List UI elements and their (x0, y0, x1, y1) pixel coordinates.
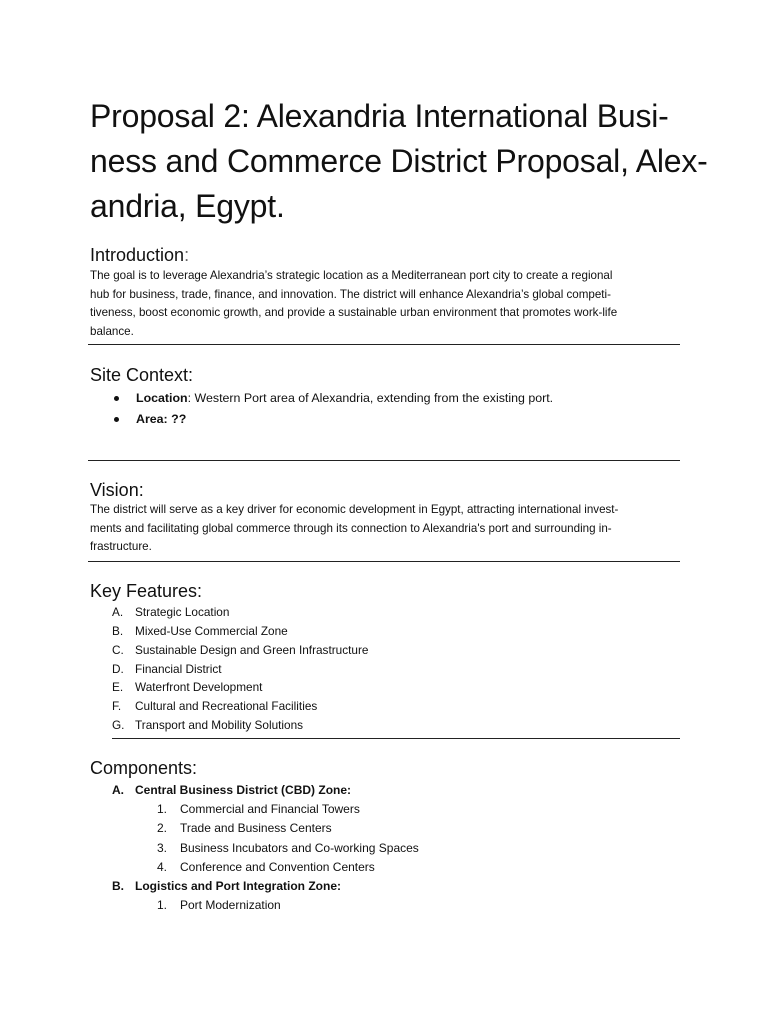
list-item (112, 697, 368, 716)
location-text: : Western Port area of Alexandria, extending from the existing port. (187, 391, 554, 405)
component-group-title: Logistics and Port Integration Zone: (135, 879, 342, 894)
introduction-heading-text: Introduction (90, 245, 185, 265)
component-sublist (112, 800, 419, 877)
list-item-text: Waterfront Development (135, 680, 263, 695)
component-group-title: Central Business District (CBD) Zone: (135, 783, 352, 797)
paragraph-line: ments and facilitating global commerce through its connection to Alexandria's port and surrounding in- (90, 521, 612, 535)
list-marker: B. (112, 623, 124, 638)
title-line: andria, Egypt. (90, 188, 285, 224)
title-line: Proposal 2: Alexandria International Busi- (90, 98, 669, 134)
section-divider (88, 460, 680, 461)
list-marker: 2. (157, 821, 168, 836)
site-context-list (112, 388, 553, 430)
list-item (112, 641, 368, 660)
paragraph-line: tiveness, boost economic growth, and provide a sustainable urban environment that promotes work-life (90, 306, 618, 319)
list-item-text: Conference and Convention Centers (180, 859, 375, 874)
section-divider (112, 738, 680, 739)
paragraph-line: frastructure. (90, 540, 152, 553)
list-item (112, 409, 553, 430)
list-item (157, 839, 419, 858)
list-marker: D. (112, 661, 124, 676)
introduction-heading (90, 244, 189, 266)
component-group (112, 877, 419, 915)
list-item-text: Transport and Mobility Solutions (135, 718, 304, 733)
list-marker: B. (112, 879, 124, 894)
list-item-text: Trade and Business Centers (180, 821, 332, 836)
introduction-paragraph (90, 267, 680, 341)
list-item-text: Strategic Location (135, 605, 230, 619)
list-marker: 1. (157, 802, 168, 817)
introduction-heading-colon: : (184, 245, 190, 265)
paragraph-line: balance. (90, 324, 134, 338)
paragraph-line: hub for business, trade, finance, and innovation. The district will enhance Alexandria’s global competi- (90, 287, 611, 301)
site-context-heading: Site Context: (90, 365, 194, 385)
location-label: Location (136, 391, 188, 405)
title-line: ness and Commerce District Proposal, Alex- (90, 143, 708, 179)
list-item (157, 858, 419, 877)
components-list (112, 781, 419, 915)
list-marker: A. (112, 783, 124, 797)
vision-heading: Vision: (90, 480, 144, 500)
list-item (157, 800, 419, 819)
list-item-text: Mixed-Use Commercial Zone (135, 623, 288, 638)
paragraph-line: The goal is to leverage Alexandria’s strategic location as a Mediterranean port city to create a regional (90, 269, 613, 282)
list-marker: E. (112, 680, 124, 695)
components-heading: Components: (90, 758, 198, 778)
component-group (112, 781, 419, 877)
key-features-list (112, 603, 368, 735)
list-marker: C. (112, 642, 124, 657)
list-item (112, 716, 368, 735)
list-marker: A. (112, 605, 124, 619)
area-label: Area: ?? (136, 412, 187, 426)
list-item-text: Sustainable Design and Green Infrastructure (135, 642, 369, 657)
component-sublist (112, 896, 419, 915)
document-title (90, 94, 708, 229)
list-item (112, 678, 368, 697)
list-item (112, 660, 368, 679)
list-item-text: Financial District (135, 661, 222, 676)
list-marker: 3. (157, 840, 168, 855)
section-divider (88, 344, 680, 345)
list-item-text: Cultural and Recreational Facilities (135, 699, 318, 714)
paragraph-line: The district will serve as a key driver for economic development in Egypt, attracting international invest- (90, 503, 619, 516)
list-marker: F. (112, 699, 122, 714)
vision-paragraph (90, 501, 680, 557)
list-item (157, 896, 419, 915)
list-item-text: Business Incubators and Co-working Spaces (180, 840, 419, 855)
key-features-heading: Key Features: (90, 581, 203, 601)
list-marker: 4. (157, 859, 168, 874)
list-item-text: Port Modernization (180, 898, 281, 913)
list-marker: G. (112, 718, 125, 733)
list-item-text: Commercial and Financial Towers (180, 802, 360, 817)
list-item (112, 388, 553, 409)
section-divider (88, 561, 680, 562)
list-item (112, 622, 368, 641)
list-item (157, 819, 419, 838)
list-item (112, 603, 368, 622)
list-marker: 1. (157, 898, 168, 913)
